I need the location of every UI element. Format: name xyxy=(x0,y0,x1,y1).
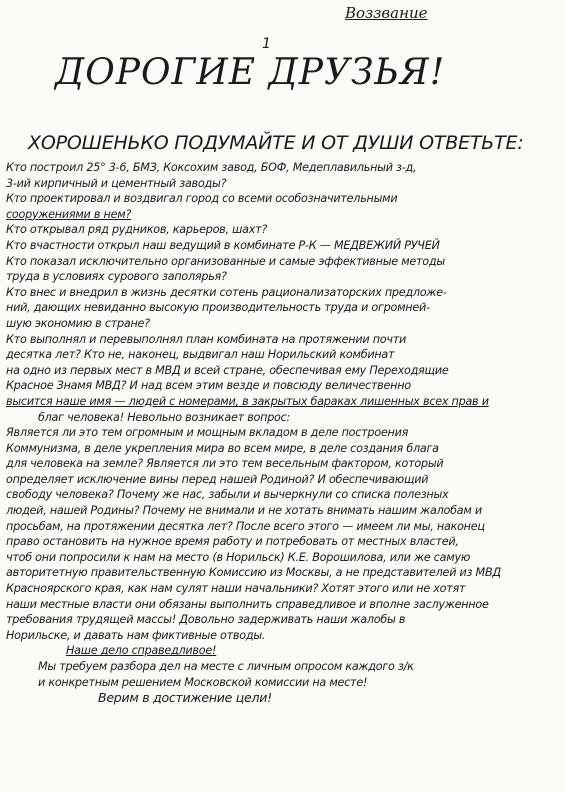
body-line: ний, дающих невиданно высокую производительность труда и огромней- xyxy=(6,301,430,315)
body-line: чтоб они попросили к нам на место (в Норильск) К.Е. Ворошилова, или же самую xyxy=(6,550,471,564)
body-line: шую экономию в стране? xyxy=(6,316,150,330)
body-line: Кто внес и внедрил в жизнь десятки сотень рационализаторских предложе- xyxy=(6,285,447,299)
body-line: Коммунизма, в деле укрепления мира во всем мире, в деле создания блага xyxy=(6,441,439,455)
body-line: Красное Знамя МВД? И над всем этим везде и повсюду величественно xyxy=(6,379,411,393)
body-line: свободу человека? Почему же нас, забыли и вычеркнули со списка полезных xyxy=(6,488,449,502)
body-line: Кто проектировал и воздвигал город со всеми особозначительными xyxy=(6,192,398,206)
body-line: Мы требуем разбора дел на месте с личным опросом каждого з/к xyxy=(38,660,414,673)
body-line: наши местные власти они обязаны выполнить справедливое и вполне заслуженное xyxy=(6,597,489,611)
body-line: высится наше имя — людей с номерами, в закрытых бараках лишенных всех прав и xyxy=(6,394,489,408)
body-line: труда в условиях сурового заполярья? xyxy=(6,270,227,284)
page-subtitle: ХОРОШЕНЬКО ПОДУМАЙТЕ И ОТ ДУШИ ОТВЕТЬТЕ: xyxy=(28,132,524,154)
body-line: и конкретным решением Московской комиссии на месте! xyxy=(38,675,368,689)
body-line: Кто выполнял и перевыполнял план комбината на протяжении почти xyxy=(6,332,407,346)
body-line: сооружениями в нем? xyxy=(6,207,132,221)
page-number: 1 xyxy=(262,36,271,52)
document-label: Воззвание xyxy=(345,4,428,22)
body-line: определяет исключение вины перед нашей Родиной? И обеспечивающий xyxy=(6,472,429,486)
body-line: на одно из первых мест в МВД и всей стране, обеспечивая ему Переходящие xyxy=(6,363,449,377)
page-title: ДОРОГИЕ ДРУЗЬЯ! xyxy=(55,52,446,93)
body-line: Кто показал исключительно организованные и самые эффективные методы xyxy=(6,254,445,268)
body-line: людей, нашей Родины? Почему не внимали и не хотать внимать нашим жалобам и xyxy=(6,504,482,518)
body-line: право остановить на нужное время работу и потребовать от местных властей, xyxy=(6,535,459,549)
body-line: десятка лет? Кто не, наконец, выдвигал наш Норильский комбинат xyxy=(6,348,395,362)
body-line: 3-ий кирпичный и цементный заводы? xyxy=(6,176,227,190)
body-line: Является ли это тем огромным и мощным вкладом в деле построения xyxy=(6,426,409,440)
body-line: благ человека! Невольно возникает вопрос: xyxy=(38,410,291,424)
body-line: требования трудящей массы! Довольно задерживать наши жалобы в xyxy=(6,613,406,627)
body-line: авторитетную правительственную Комиссию из Москвы, а не представителей из МВД xyxy=(6,566,501,580)
body-line: Кто вчастности открыл наш ведущий в комбинате Р-К — МЕДВЕЖИЙ РУЧЕЙ xyxy=(6,238,440,252)
body-line: Кто открывал ряд рудников, карьеров, шахт? xyxy=(6,223,268,237)
closing-line: Верим в достижение цели! xyxy=(98,690,272,706)
body-line: для человека на земле? Является ли это тем весельным фактором, который xyxy=(6,457,444,471)
body-line: Наше дело справедливое! xyxy=(66,644,217,658)
body-line: Норильске, и давать нам фиктивные отводы. xyxy=(6,628,266,642)
body-line: Красноярского края, как нам сулят наши начальники? Хотят этого или не хотят xyxy=(6,582,466,596)
body-line: Кто построил 25° 3-6, БМЗ, Коксохим завод, БОФ, Медеплавильный з-д, xyxy=(6,161,417,174)
appeal-body xyxy=(6,160,558,706)
body-line: просьбам, на протяжении десятка лет? После всего этого — имеем ли мы, наконец xyxy=(6,519,485,533)
